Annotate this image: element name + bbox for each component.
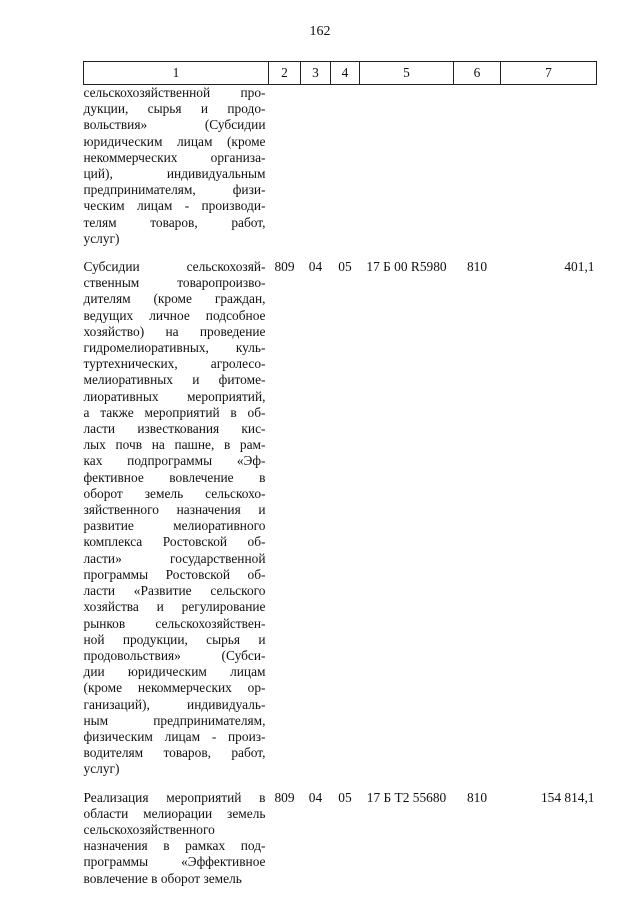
name-line: ках подпрограммы «Эф- (83, 453, 266, 469)
name-line: предпринимателям, физи- (83, 182, 266, 198)
name-line: ласти «Развитие сельского (83, 583, 266, 599)
section-code: 04 (308, 789, 323, 805)
name-line: дукции, сырья и продо- (83, 101, 266, 117)
column-header: 5 (360, 62, 454, 85)
expense-item-name (84, 259, 269, 778)
name-line: фективное вовлечение в (83, 469, 266, 485)
grbs-code (269, 85, 301, 248)
table-row (84, 259, 597, 778)
name-line: некоммерческих организа- (83, 149, 266, 165)
subsection-code (331, 85, 360, 248)
name-line: сельскохозяйственной про- (83, 85, 266, 100)
name-line: ной продукции, сырья и (83, 631, 266, 647)
column-header: 4 (331, 62, 360, 85)
name-line: (кроме некоммерческих ор- (83, 680, 266, 696)
subsection-code: 05 (338, 789, 352, 805)
column-header: 1 (84, 62, 269, 85)
name-line: мелиоративных и фитоме- (83, 372, 266, 388)
amount: 154 814,1 (540, 789, 595, 805)
name-line: дии юридическим лицам (83, 664, 266, 680)
name-line: услуг) (83, 230, 120, 246)
target-article-code: 17 Б Т2 55680 (366, 789, 447, 805)
name-line: назначения в рамках под- (83, 838, 266, 854)
budget-table (83, 61, 597, 887)
expense-item-name (84, 790, 269, 887)
name-line: хозяйство) на проведение (83, 323, 266, 339)
spacer-cell (84, 778, 597, 790)
subsection-code: 05 (338, 259, 352, 275)
name-line: физическим лицам - произ- (83, 728, 266, 744)
expense-type-code: 810 (466, 789, 488, 805)
name-line: дителям (кроме граждан, (83, 291, 266, 307)
name-line: ведущих личное подсобное (83, 307, 266, 323)
name-line: продовольствия» (Субси- (83, 647, 266, 663)
column-header: 3 (301, 62, 331, 85)
expense-type-code (454, 85, 501, 248)
name-line: лых почв на пашне, в рам- (83, 437, 266, 453)
row-spacer (84, 247, 597, 259)
name-line: ганизаций), индивидуаль- (83, 696, 266, 712)
name-line: лиоративных мероприятий, (83, 388, 266, 404)
name-line: ственным товаропроизво- (83, 275, 266, 291)
name-line: программы Ростовской об- (83, 566, 266, 582)
name-line: ческим лицам - производи- (83, 198, 266, 214)
name-line: ласти известкования кис- (83, 421, 266, 437)
header-row (84, 62, 597, 85)
expense-type-code: 810 (466, 259, 488, 275)
section-code: 04 (308, 259, 323, 275)
page-number: 162 (309, 24, 331, 39)
amount (501, 85, 597, 248)
name-line: водителям товаров, работ, (83, 745, 266, 761)
name-line: программы «Эффективное (83, 854, 266, 870)
name-line: услуг) (83, 761, 120, 777)
name-line: ным предпринимателям, (83, 712, 266, 728)
name-line: комплекса Ростовской об- (83, 534, 266, 550)
name-line: Реализация мероприятий в (83, 789, 266, 805)
target-article-code (360, 85, 454, 248)
name-line: вовлечение в оборот земель (83, 870, 242, 886)
spacer-cell (84, 247, 597, 259)
name-line: развитие мелиоративного (83, 518, 266, 534)
name-line: хозяйства и регулирование (83, 599, 266, 615)
name-line: Субсидии сельскохозяй- (83, 259, 266, 275)
name-line: гидромелиоративных, куль- (83, 340, 266, 356)
expense-item-name (84, 85, 269, 248)
name-line: зяйственного назначения и (83, 502, 266, 518)
amount: 401,1 (564, 259, 595, 275)
name-line: оборот земель сельскохо- (83, 485, 266, 501)
section-code (301, 85, 331, 248)
column-header: 7 (501, 62, 597, 85)
target-article-code: 17 Б 00 R5980 (366, 259, 447, 275)
name-line: сельскохозяйственного (83, 821, 215, 837)
name-line: вольствия» (Субсидии (83, 117, 266, 133)
column-header: 2 (269, 62, 301, 85)
name-line: туртехнических, агролесо- (83, 356, 266, 372)
name-line: рынков сельскохозяйствен- (83, 615, 266, 631)
table-row (84, 85, 597, 248)
name-line: юридическим лицам (кроме (83, 133, 266, 149)
table-row (84, 790, 597, 887)
grbs-code: 809 (274, 789, 295, 805)
name-line: области мелиорации земель (83, 805, 266, 821)
row-spacer (84, 778, 597, 790)
name-line: телям товаров, работ, (83, 214, 266, 230)
name-line: ций), индивидуальным (83, 166, 266, 182)
grbs-code: 809 (274, 259, 295, 275)
name-line: а также мероприятий в об- (83, 404, 266, 420)
column-header: 6 (454, 62, 501, 85)
table-body (84, 85, 597, 887)
name-line: ласти» государственной (83, 550, 266, 566)
